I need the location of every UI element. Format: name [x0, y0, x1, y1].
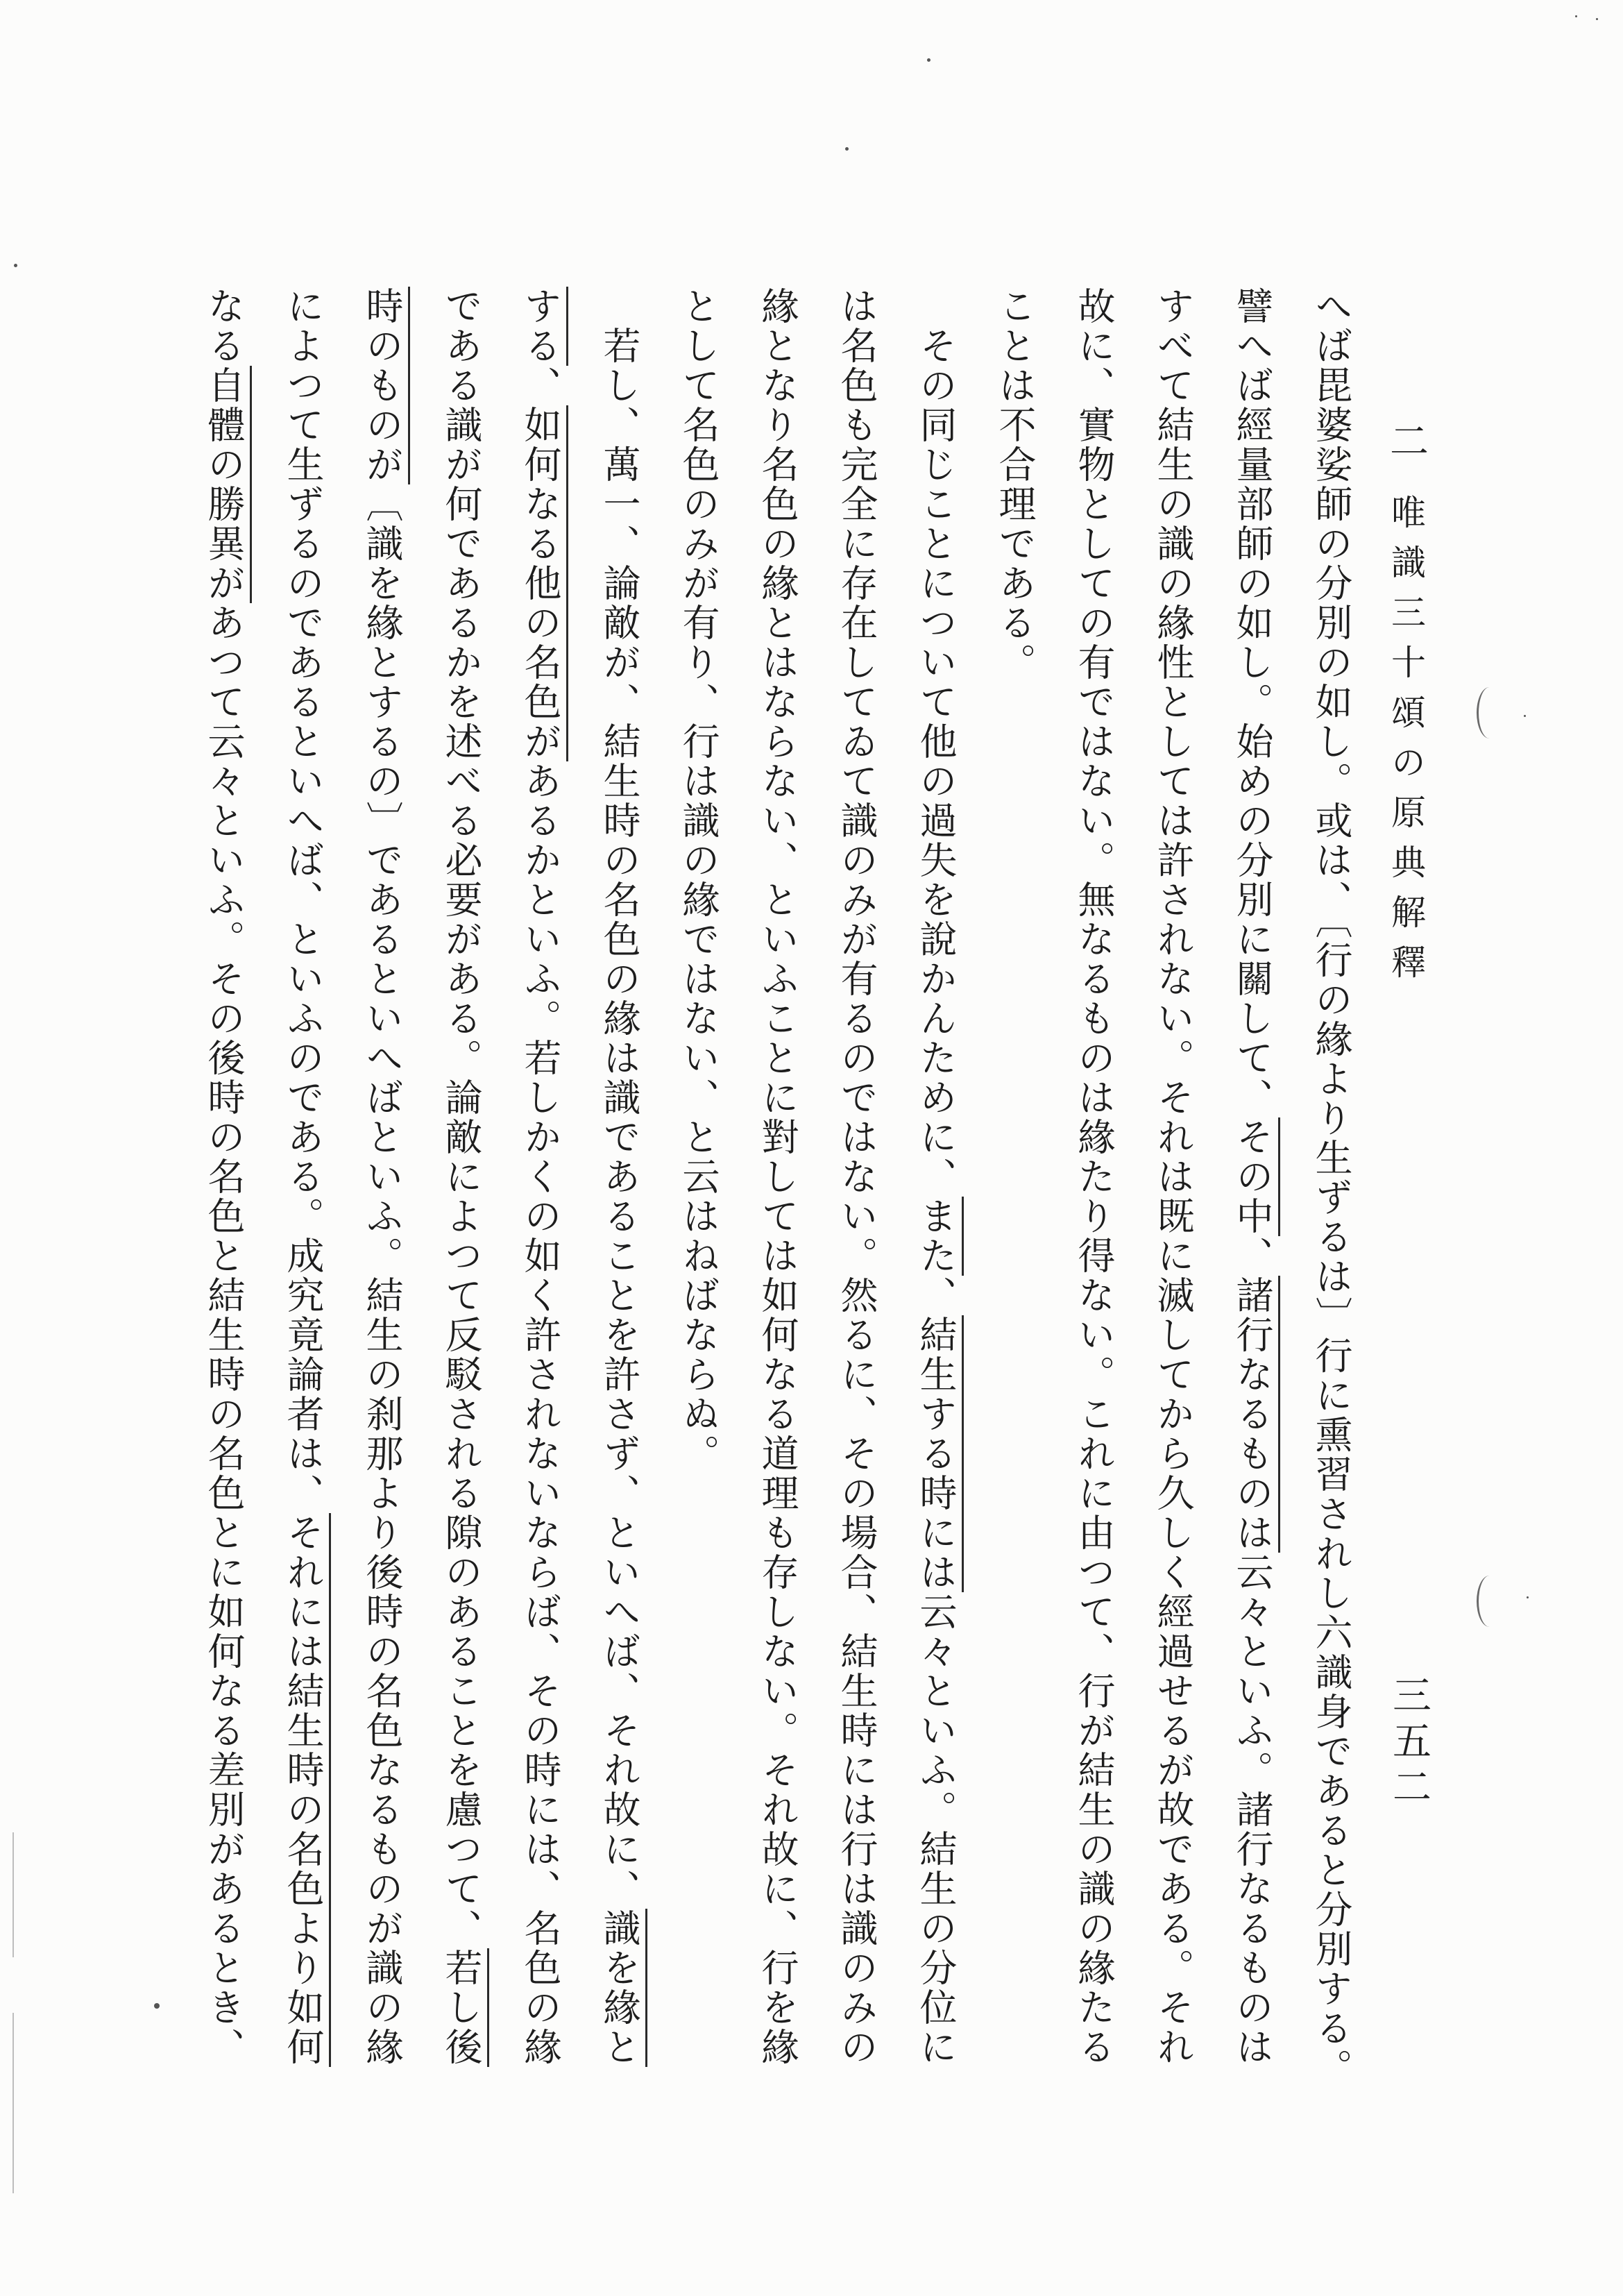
text-column — [1212, 287, 1291, 2202]
scan-edge-streak — [12, 1832, 14, 1957]
text-column — [263, 287, 342, 2202]
text-run: である識が何であるかを述べる必要がある。論敵によつて反駁される隙のあることを慮つて、 — [439, 287, 483, 1948]
text-run: その同じことについて他の過失を說かんために、 — [914, 326, 958, 1197]
paragraph — [975, 287, 1370, 2202]
text-run: すべて結生の識の緣性としては許されない。それは既に滅してから久しく經過せるが故である。それ — [1151, 287, 1195, 2067]
text-run: あるかといふ。若しかくの如く許されないならば、その時には、名色の緣 — [518, 761, 562, 2067]
side-lined-phrase: 結生する時には — [914, 1315, 964, 1592]
text-run: 云々といふ。結生の分位に — [914, 1592, 958, 2067]
text-column — [342, 287, 421, 2202]
scan-speck — [1524, 715, 1526, 717]
side-lined-phrase: 識を緣と — [597, 1909, 647, 2067]
text-run: によつて生ずるのであるといへば、といふのである。成究竟論者は、 — [281, 287, 325, 1513]
side-lined-phrase: 諸行なるものは — [1230, 1276, 1280, 1553]
text-run: として名色のみが有り、行は識の緣ではない、と云はねばならぬ。 — [677, 287, 720, 1474]
text-run: ことは不合理である。 — [993, 287, 1037, 682]
text-column — [184, 287, 263, 2202]
text-column — [1291, 287, 1370, 2202]
text-run: 若し、萬一、論敵が、結生時の名色の緣は識であることを許さず、といへば、それ故に、 — [597, 326, 641, 1909]
text-column — [975, 287, 1054, 2202]
text-run: 譬へば經量部師の如し。始めの分別に關して、 — [1230, 287, 1274, 1117]
text-column — [896, 287, 975, 2202]
text-run: 、 — [518, 366, 562, 405]
page-number: 三五二 — [1386, 1675, 1431, 1812]
text-run: あつて云々といふ。その後時の名色と結生時の名色とに如何なる差別があるとき、 — [202, 603, 246, 2067]
text-column — [817, 287, 896, 2202]
scan-speck — [1596, 18, 1598, 20]
body-text — [184, 287, 1370, 2202]
text-column — [500, 287, 579, 2202]
text-run: 故に、實物としての有ではない。無なるものは緣たり得ない。これに由つて、行が結生の識の緣たる — [1072, 287, 1116, 2067]
text-column — [579, 287, 658, 2202]
paragraph — [658, 287, 975, 2202]
text-run: なる — [202, 287, 246, 366]
side-lined-phrase: する — [518, 287, 568, 366]
text-column — [738, 287, 817, 2202]
scan-edge-streak — [12, 2013, 14, 2193]
text-run: 云々といふ。諸行なるものは — [1230, 1553, 1274, 2067]
side-lined-phrase: 如何なる他の名色が — [518, 405, 568, 761]
side-lined-phrase: それには結生時の名色より如何 — [281, 1513, 331, 2067]
side-lined-phrase: また — [914, 1197, 964, 1276]
text-run: 緣となり名色の緣とはならない、といふことに對しては如何なる道理も存しない。それ故に、行を緣 — [756, 287, 799, 2067]
scan-speck — [927, 58, 931, 62]
text-run: へば毘婆娑師の分別の如し。或は、〔行の緣より生ずるは〕行に熏習されし六識身であると分別する。 — [1309, 287, 1353, 2088]
chapter-number: 二 — [1384, 421, 1429, 459]
side-lined-phrase: その中 — [1230, 1117, 1280, 1236]
text-run: 〔識を緣とするの〕であるといへばといふ。結生の刹那より後時の名色なるものが識の緣 — [360, 484, 404, 2067]
scan-speck — [1575, 15, 1577, 17]
text-run: は名色も完全に存在してゐて識のみが有るのではない。然るに、その場合、結生時には行は識のみの — [835, 287, 878, 2067]
text-column — [421, 287, 500, 2202]
paragraph — [184, 287, 658, 2202]
text-run: 、 — [914, 1276, 958, 1315]
side-lined-phrase: 時のものが — [360, 287, 410, 484]
scan-speck — [845, 147, 849, 151]
scan-speck — [1527, 1596, 1529, 1598]
binding-hole-mark — [1477, 1576, 1502, 1627]
scan-speck — [154, 2003, 160, 2009]
running-title: 唯識三十頌の原典解釋 — [1386, 494, 1426, 994]
text-column — [658, 287, 738, 2202]
side-lined-phrase: 若し後 — [439, 1948, 489, 2067]
side-lined-phrase: 自體の勝異が — [202, 366, 252, 603]
text-column — [1054, 287, 1133, 2202]
scan-speck — [14, 264, 17, 267]
binding-hole-mark — [1477, 687, 1502, 738]
text-column — [1133, 287, 1212, 2202]
text-run: 、 — [1230, 1236, 1274, 1276]
